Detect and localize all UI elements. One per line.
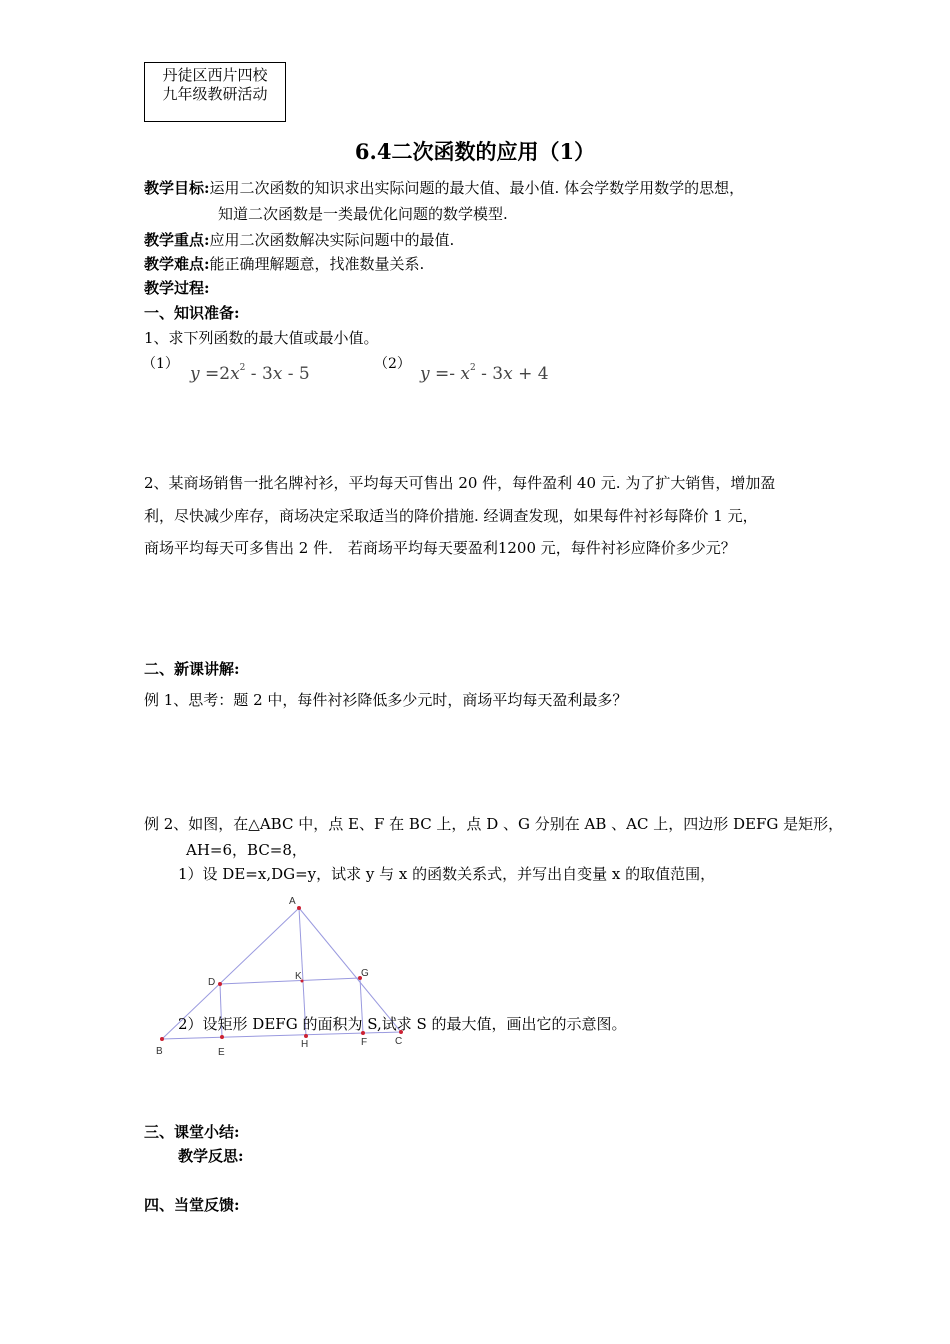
process-label: 教学过程: [144, 279, 210, 297]
label-e: E [218, 1047, 225, 1058]
goal-row [144, 177, 744, 198]
goal-label: 教学目标: [144, 179, 210, 197]
section-3-heading: 三、课堂小结: [144, 1123, 240, 1141]
example-2-part-2: 2）设矩形 DEFG 的面积为 S,试求 S 的最大值，画出它的示意图。 [178, 1015, 627, 1033]
difficulty-row [144, 253, 424, 274]
reflection-label: 教学反思: [178, 1147, 244, 1165]
header-line-2: 九年级教研活动 [162, 85, 268, 103]
label-c: C [395, 1036, 403, 1047]
section-1-heading: 一、知识准备: [144, 304, 240, 322]
q1-part-1-formula: $y =2x^2 - 3x - 5$ [190, 363, 310, 384]
q1-part-2-label: （2） [374, 356, 411, 372]
label-g: G [361, 968, 369, 979]
question-1: 1、求下列函数的最大值或最小值。 [144, 329, 379, 347]
header-line-1: 丹徒区西片四校 [162, 66, 268, 84]
example-2-line-2: AH=6，BC=8， [186, 841, 307, 859]
label-k: K [295, 971, 302, 982]
section-4-heading: 四、当堂反馈: [144, 1196, 240, 1214]
example-2-part-1: 1）设 DE=x,DG=y，试求 y 与 x 的函数关系式，并写出自变量 x 的取值范围， [178, 865, 716, 883]
example-1: 例 1、思考：题 2 中，每件衬衫降低多少元时，商场平均每天盈利最多？ [144, 691, 628, 709]
point-e [220, 1035, 224, 1039]
question-2-line-3: 商场平均每天可多售出 2 件． 若商场平均每天要盈利1200 元，每件衬衫应降价多少元？ [144, 539, 736, 557]
goal-text-line-2: 知道二次函数是一类最优化问题的数学模型. [218, 205, 508, 223]
label-b: B [156, 1046, 163, 1057]
q1-part-2-formula: $y =- x^2 - 3x + 4$ [420, 363, 549, 384]
key-row [144, 229, 454, 250]
label-f: F [361, 1037, 368, 1048]
q1-part-1-label: （1） [142, 356, 179, 372]
question-2-line-2: 利，尽快减少库存，商场决定采取适当的降价措施. 经调查发现，如果每件衬衫每降价 1 元， [144, 507, 758, 525]
point-d [218, 982, 222, 986]
key-label: 教学重点: [144, 231, 210, 249]
section-2-heading: 二、新课讲解: [144, 660, 240, 678]
point-h [304, 1034, 308, 1038]
segment-dg [220, 978, 360, 984]
key-text: 应用二次函数解决实际问题中的最值. [209, 231, 455, 249]
difficulty-label: 教学难点: [144, 255, 210, 273]
goal-text-line-1: 运用二次函数的知识求出实际问题的最大值、最小值. 体会学数学用数学的思想， [209, 179, 745, 197]
example-2-line-1: 例 2、如图，在△ABC 中，点 E、F 在 BC 上，点 D 、G 分别在 AB 、AC 上，四边形 DEFG 是矩形， [144, 815, 844, 833]
triangle-figure [140, 888, 430, 1068]
label-h: H [301, 1039, 309, 1050]
difficulty-text: 能正确理解题意，找准数量关系. [209, 255, 425, 273]
point-a [297, 906, 301, 910]
label-d: D [208, 977, 216, 988]
label-a: A [289, 896, 296, 907]
point-b [160, 1037, 164, 1041]
question-2-line-1: 2、某商场销售一批名牌衬衫，平均每天可售出 20 件，每件盈利 40 元. 为了扩大销售，增加盈 [144, 474, 776, 492]
header-stamp-box [144, 62, 286, 122]
page-title: 6.4二次函数的应用（1） [354, 139, 596, 164]
